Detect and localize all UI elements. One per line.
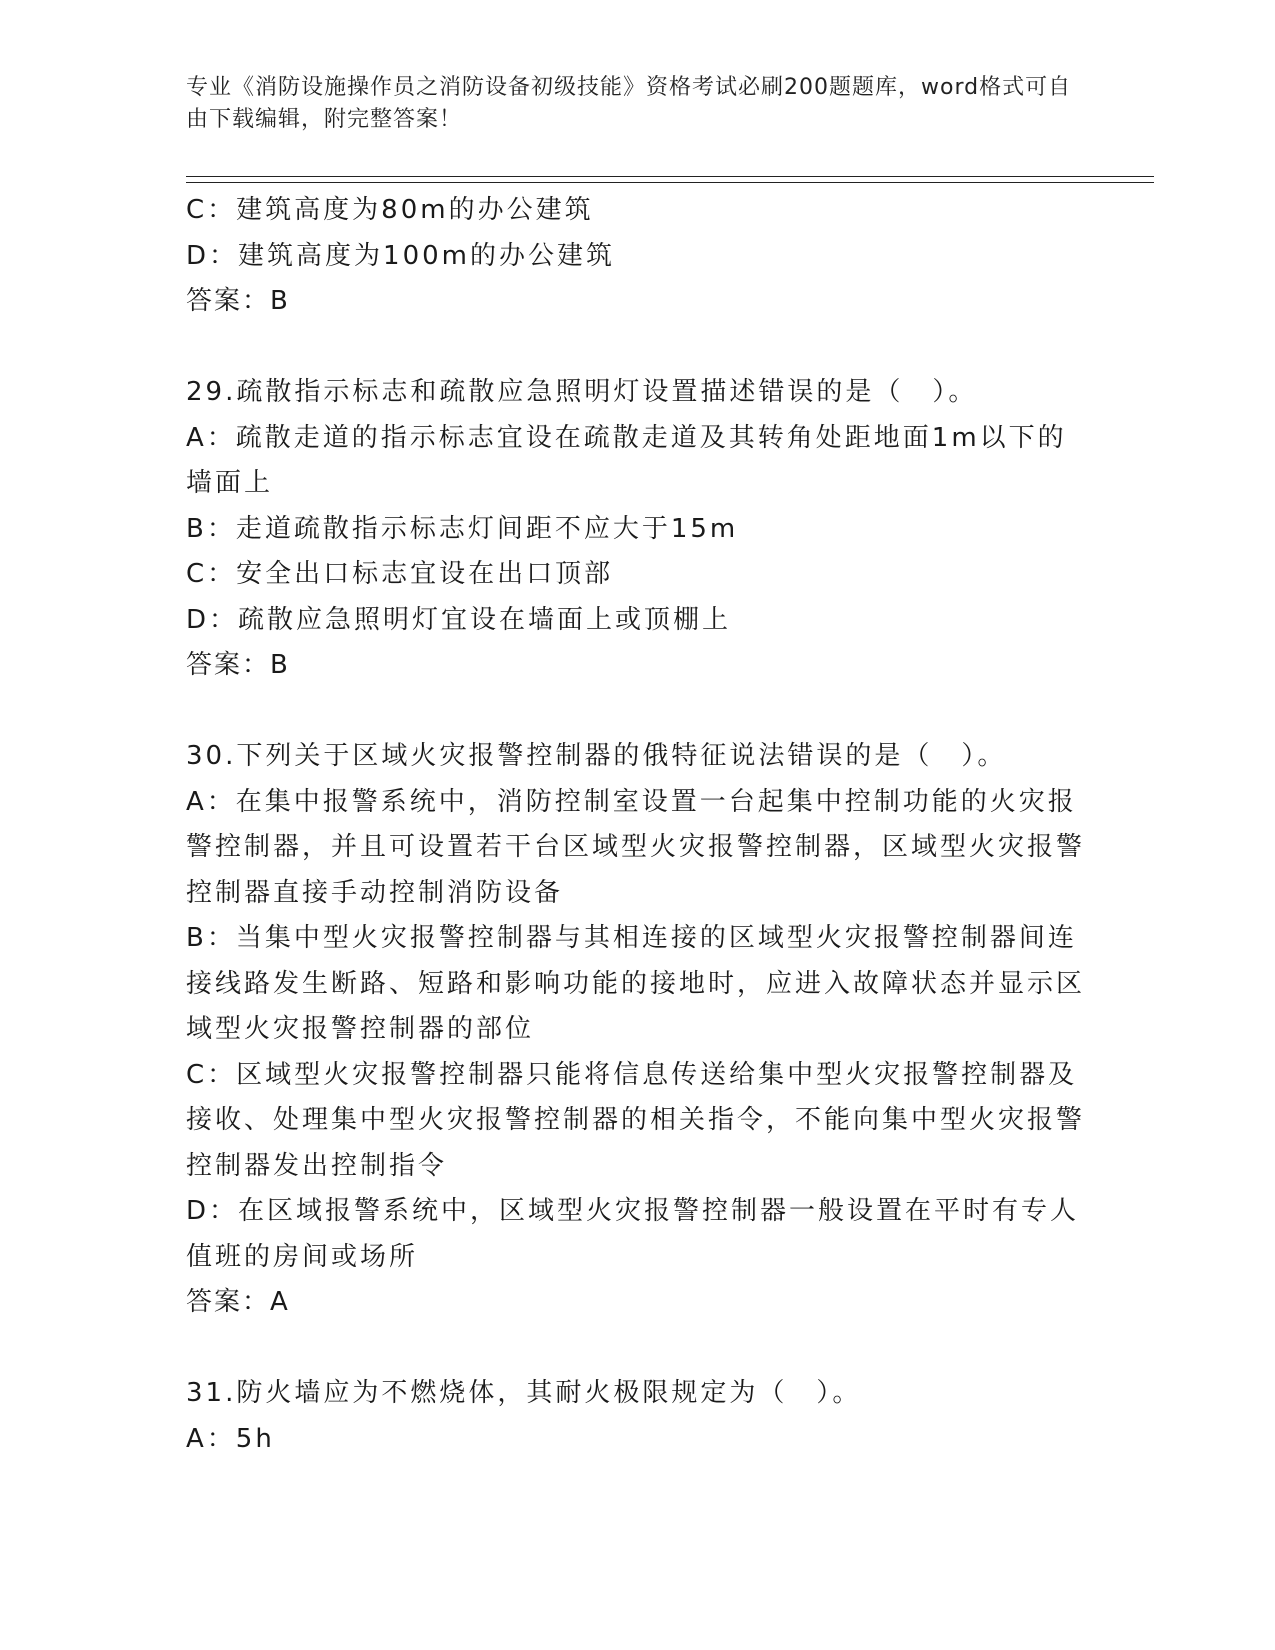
question-content: [186, 188, 1086, 1462]
header-rule-top: [186, 176, 1154, 177]
option-c: C：建筑高度为80m的办公建筑: [186, 195, 594, 225]
option-b: B：当集中型火灾报警控制器与其相连接的区域型火灾报警控制器间连接线路发生断路、短路和影响功能的接地时，应进入故障状态并显示区域型火灾报警控制器的部位: [186, 923, 1086, 1044]
header-rule-bottom: [186, 182, 1154, 183]
option-a: A：疏散走道的指示标志宜设在疏散走道及其转角处距地面1m以下的墙面上: [186, 422, 1067, 498]
question-31: [186, 1371, 1086, 1462]
answer-line: 答案：B: [186, 650, 290, 680]
question-29: [186, 370, 1086, 689]
spacer: [186, 689, 1086, 735]
option-d: D：建筑高度为100m的办公建筑: [186, 240, 615, 271]
question-stem: 30.下列关于区域火灾报警控制器的俄特征说法错误的是（ ）。: [186, 741, 1007, 771]
header-text: 专业《消防设施操作员之消防设备初级技能》资格考试必刷200题题库，word格式可自由下载编辑，附完整答案！: [186, 75, 1072, 132]
spacer: [186, 1326, 1086, 1372]
prev-question-block: [186, 188, 1086, 325]
spacer: [186, 325, 1086, 371]
option-d: D：疏散应急照明灯宜设在墙面上或顶棚上: [186, 604, 732, 635]
answer-line: 答案：A: [186, 1287, 290, 1317]
answer-line: 答案：B: [186, 286, 290, 316]
option-c: C：安全出口标志宜设在出口顶部: [186, 559, 614, 589]
option-d: D：在区域报警系统中，区域型火灾报警控制器一般设置在平时有专人值班的房间或场所: [186, 1196, 1080, 1272]
option-a: A：5h: [186, 1423, 275, 1454]
page-header: [186, 72, 1076, 136]
question-stem: 31.防火墙应为不燃烧体，其耐火极限规定为（ ）。: [186, 1378, 862, 1408]
option-a: A：在集中报警系统中，消防控制室设置一台起集中控制功能的火灾报警控制器，并且可设置若干台区域型火灾报警控制器，区域型火灾报警控制器直接手动控制消防设备: [186, 786, 1086, 908]
question-30: [186, 734, 1086, 1326]
option-b: B：走道疏散指示标志灯间距不应大于15m: [186, 513, 739, 544]
question-stem: 29.疏散指示标志和疏散应急照明灯设置描述错误的是（ ）。: [186, 377, 978, 407]
option-c: C：区域型火灾报警控制器只能将信息传送给集中型火灾报警控制器及接收、处理集中型火灾报警控制器的相关指令，不能向集中型火灾报警控制器发出控制指令: [186, 1059, 1086, 1181]
